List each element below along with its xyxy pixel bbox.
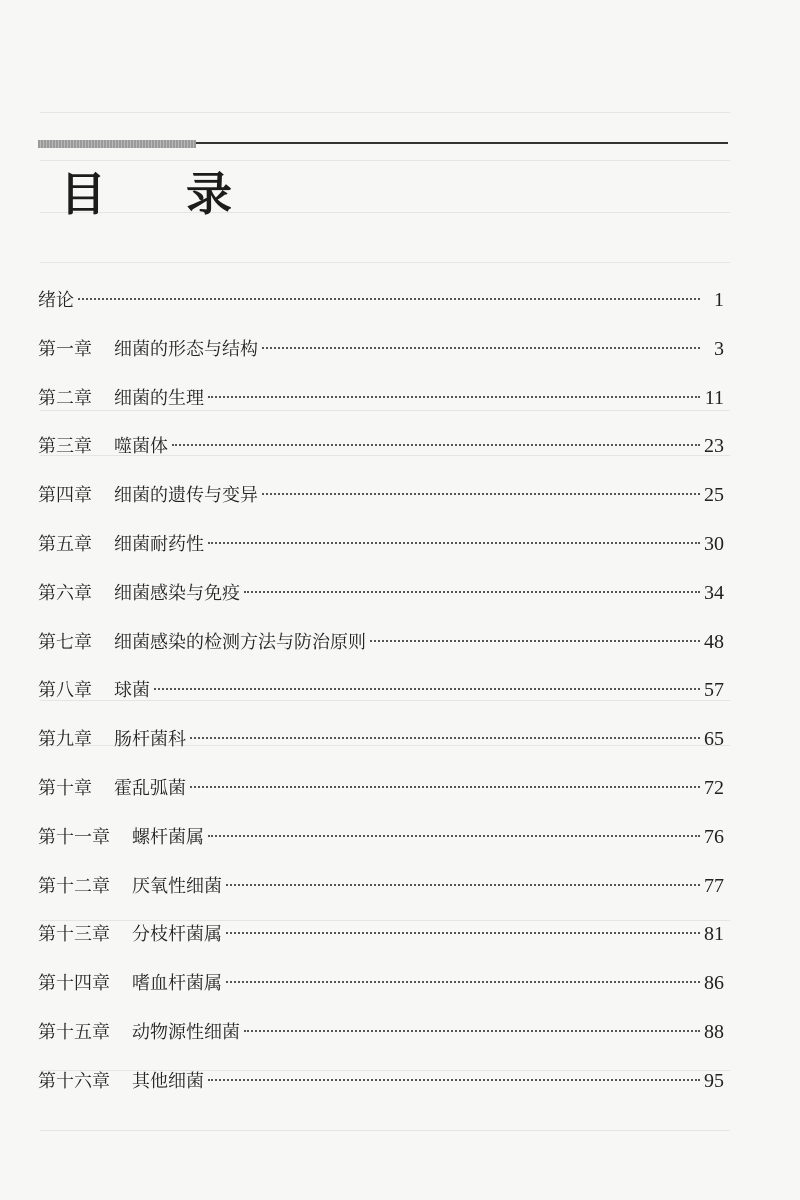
toc-page-number: 81 [704,923,724,946]
toc-leader-dots [226,884,700,886]
toc-chapter-number: 第十五章 [38,1021,110,1043]
toc-chapter-number: 第十三章 [38,924,110,946]
toc-leader-dots [262,493,700,495]
toc-leader-dots [208,1079,700,1081]
toc-chapter-title: 细菌的形态与结构 [114,338,258,360]
toc-page-number: 76 [704,825,724,848]
toc-entry [38,384,724,433]
toc-chapter-title: 细菌耐药性 [114,533,204,555]
toc-chapter-number: 第二章 [38,387,92,409]
toc-chapter-title: 细菌感染的检测方法与防治原则 [114,631,366,653]
toc-chapter-title: 霍乱弧菌 [114,777,186,799]
toc-chapter-number: 第七章 [38,631,92,653]
toc-chapter-number: 第十章 [38,777,92,799]
toc-page-number: 86 [704,972,724,995]
toc-page-number: 23 [704,435,724,458]
toc-entry [38,579,724,628]
toc-leader-dots [244,591,700,593]
toc-leader-dots [78,298,700,300]
toc-page-number: 65 [704,728,724,751]
toc-page-number: 57 [704,679,724,702]
toc-leader-dots [190,786,700,788]
toc-chapter-number: 第一章 [38,338,92,360]
toc-leader-dots [370,640,700,642]
toc-chapter-title: 绪论 [38,290,74,311]
toc-leader-dots [190,737,700,739]
toc-page-number: 30 [704,532,724,555]
toc-entry [38,1018,724,1067]
toc-chapter-title: 细菌的遗传与变异 [114,485,258,507]
page-title: 目 录 [60,167,265,221]
toc-leader-dots [154,688,700,690]
toc-leader-dots [208,396,700,398]
toc-entry [38,335,724,384]
toc-entry [38,286,724,335]
toc-entry [38,628,724,677]
toc-chapter-number: 第六章 [38,582,92,604]
toc-page-number: 34 [704,581,724,604]
toc-chapter-title: 螺杆菌属 [132,826,204,848]
toc-entry [38,774,724,823]
toc-leader-dots [244,1030,700,1032]
toc-chapter-title: 细菌的生理 [114,387,204,409]
toc-page-number: 48 [704,630,724,653]
toc-page-number: 11 [704,386,724,409]
toc-chapter-title: 肠杆菌科 [114,729,186,751]
toc-entry [38,432,724,481]
toc-entry [38,920,724,969]
toc-chapter-title: 厌氧性细菌 [132,875,222,897]
toc-leader-dots [226,932,700,934]
toc-chapter-number: 第三章 [38,436,92,458]
toc-chapter-number: 第九章 [38,729,92,751]
toc-leader-dots [262,347,700,349]
toc-chapter-title: 分枝杆菌属 [132,924,222,946]
toc-chapter-title: 其他细菌 [132,1070,204,1092]
toc-page-number: 1 [714,289,724,311]
toc-page-number: 3 [714,337,724,360]
toc-leader-dots [172,444,700,446]
toc-page-number: 88 [704,1020,724,1043]
toc-list [38,286,724,1116]
toc-chapter-title: 细菌感染与免疫 [114,582,240,604]
toc-leader-dots [208,542,700,544]
header-rule [38,140,728,148]
toc-chapter-number: 第十四章 [38,973,110,995]
toc-entry [38,481,724,530]
toc-entry [38,872,724,921]
toc-entry [38,969,724,1018]
toc-leader-dots [208,835,700,837]
toc-page-number: 95 [704,1069,724,1092]
toc-entry [38,823,724,872]
toc-entry [38,1067,724,1116]
toc-chapter-number: 第十一章 [38,826,110,848]
toc-page-number: 77 [704,874,724,897]
toc-chapter-title: 动物源性细菌 [132,1021,240,1043]
toc-chapter-number: 第八章 [38,680,92,702]
toc-chapter-title: 嗜血杆菌属 [132,973,222,995]
toc-chapter-title: 球菌 [114,680,150,702]
toc-entry [38,676,724,725]
toc-chapter-number: 第五章 [38,533,92,555]
header-rule-bar [38,140,196,148]
toc-entry [38,725,724,774]
toc-chapter-number: 第十二章 [38,875,110,897]
toc-entry [38,530,724,579]
header-rule-line [196,142,728,144]
toc-page-number: 72 [704,776,724,799]
toc-leader-dots [226,981,700,983]
toc-chapter-number: 第四章 [38,485,92,507]
toc-page-number: 25 [704,484,724,507]
toc-chapter-number: 第十六章 [38,1070,110,1092]
toc-chapter-title: 噬菌体 [114,436,168,458]
